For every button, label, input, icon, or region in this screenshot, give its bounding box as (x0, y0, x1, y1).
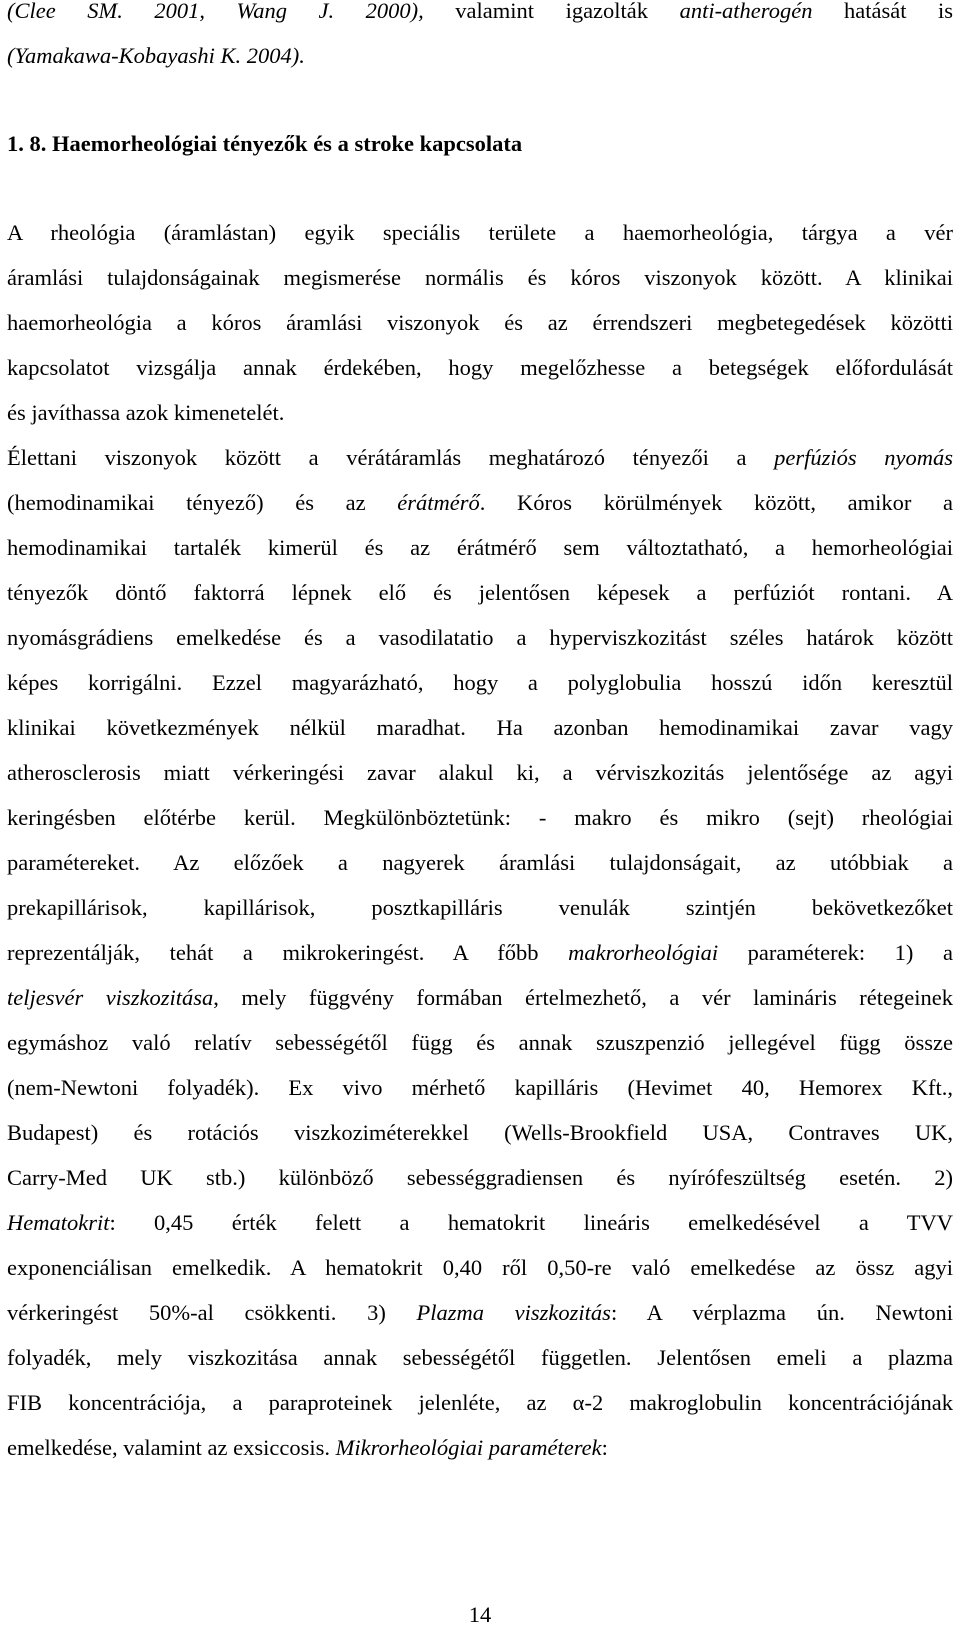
body-line: keringésben előtérbe kerül. Megkülönböztetünk: - makro és mikro (sejt) rheológiai (7, 805, 953, 830)
intro-line-1 (7, 0, 953, 26)
intro-text: valamint igazolták (423, 0, 680, 23)
body-line: Budapest) és rotációs viszkoziméterekkel (Wells-Brookfield USA, Contraves UK, (7, 1120, 953, 1145)
body-text: . Kóros körülmények között, amikor a (479, 490, 953, 515)
body-line: és javíthassa azok kimenetelét. (7, 400, 285, 425)
body-text: reprezentálják, tehát a mikrokeringést. A főbb (7, 940, 569, 965)
citation-text: (Clee SM. 2001, Wang J. 2000), (7, 0, 424, 23)
body-line: FIB koncentrációja, a paraproteinek jelenléte, az α-2 makroglobulin koncentrációjának (7, 1390, 953, 1415)
body-line (7, 1433, 953, 1463)
emphasis-text: perfúziós nyomás (774, 445, 953, 470)
intro-line-2 (7, 41, 953, 71)
body-line: (nem-Newtoni folyadék). Ex vivo mérhető kapilláris (Hevimet 40, Hemorex Kft., (7, 1075, 953, 1100)
emphasis-text: érátmérő (397, 490, 480, 515)
body-line: kapcsolatot vizsgálja annak érdekében, hogy megelőzhesse a betegségek előfordulását (7, 355, 953, 380)
body-line: klinikai következmények nélkül maradhat. Ha azonban hemodinamikai zavar vagy (7, 715, 953, 740)
body-line: haemorheológia a kóros áramlási viszonyok és az érrendszeri megbetegedések közötti (7, 310, 953, 335)
page-number: 14 (468, 1602, 492, 1627)
body-line: képes korrigálni. Ezzel magyarázható, hogy a polyglobulia hosszú időn keresztül (7, 670, 953, 695)
body-line (7, 488, 953, 518)
emphasis-text: teljesvér viszkozitása (7, 985, 214, 1010)
body-text: emelkedése, valamint az exsiccosis. (7, 1435, 336, 1460)
intro-text: hatását is (812, 0, 953, 23)
body-line: prekapillárisok, kapillárisok, posztkapilláris venulák szintjén bekövetkezőket (7, 895, 953, 920)
body-line: Carry-Med UK stb.) különböző sebességgradiensen és nyírófeszültség esetén. 2) (7, 1165, 953, 1190)
emphasis-text: makrorheológiai (568, 940, 719, 965)
body-line: folyadék, mely viszkozitása annak sebességétől független. Jelentősen emeli a plazma (7, 1345, 953, 1370)
body-line: A rheológia (áramlástan) egyik speciális területe a haemorheológia, tárgya a vér (7, 220, 953, 245)
body-text: : A vérplazma ún. Newtoni (610, 1300, 953, 1325)
body-line: hemodinamikai tartalék kimerül és az érátmérő sem változtatható, a hemorheológiai (7, 535, 953, 560)
emphasis-text: Hematokrit (7, 1210, 110, 1235)
body-line (7, 1298, 953, 1328)
body-text: , mely függvény formában értelmezhető, a vér lamináris rétegeinek (213, 985, 953, 1010)
body-line: nyomásgrádiens emelkedése és a vasodilatatio a hyperviszkozitást széles határok között (7, 625, 953, 650)
emphasis-text: anti-atherogén (679, 0, 813, 23)
body-text: : (601, 1435, 608, 1460)
section-heading: 1. 8. Haemorheológiai tényezők és a stroke kapcsolata (7, 131, 523, 156)
body-text: vérkeringést 50%-al csökkenti. 3) (7, 1300, 417, 1325)
body-text: : 0,45 érték felett a hematokrit lineáris emelkedésével a TVV (109, 1210, 953, 1235)
emphasis-text: Plazma viszkozitás (416, 1300, 611, 1325)
body-line: paramétereket. Az előzőek a nagyerek áramlási tulajdonságait, az utóbbiak a (7, 850, 953, 875)
body-text: Élettani viszonyok között a vérátáramlás meghatározó tényezői a (7, 445, 775, 470)
body-line: atherosclerosis miatt vérkeringési zavar alakul ki, a vérviszkozitás jelentősége az agyi (7, 760, 953, 785)
body-text: (hemodinamikai tényező) és az (7, 490, 398, 515)
emphasis-text: Mikrorheológiai paraméterek (335, 1435, 602, 1460)
body-line (7, 443, 953, 473)
body-line (7, 938, 953, 968)
body-line: áramlási tulajdonságainak megismerése normális és kóros viszonyok között. A klinikai (7, 265, 953, 290)
body-line: tényezők döntő faktorrá lépnek elő és jelentősen képesek a perfúziót rontani. A (7, 580, 953, 605)
citation-text: (Yamakawa-Kobayashi K. 2004). (7, 43, 305, 68)
body-line: egymáshoz való relatív sebességétől függ és annak szuszpenzió jellegével függ össze (7, 1030, 953, 1055)
body-line (7, 983, 953, 1013)
body-line: exponenciálisan emelkedik. A hematokrit 0,40 ről 0,50-re való emelkedése az össz agyi (7, 1255, 953, 1280)
body-line (7, 1208, 953, 1238)
body-text: paraméterek: 1) a (718, 940, 953, 965)
